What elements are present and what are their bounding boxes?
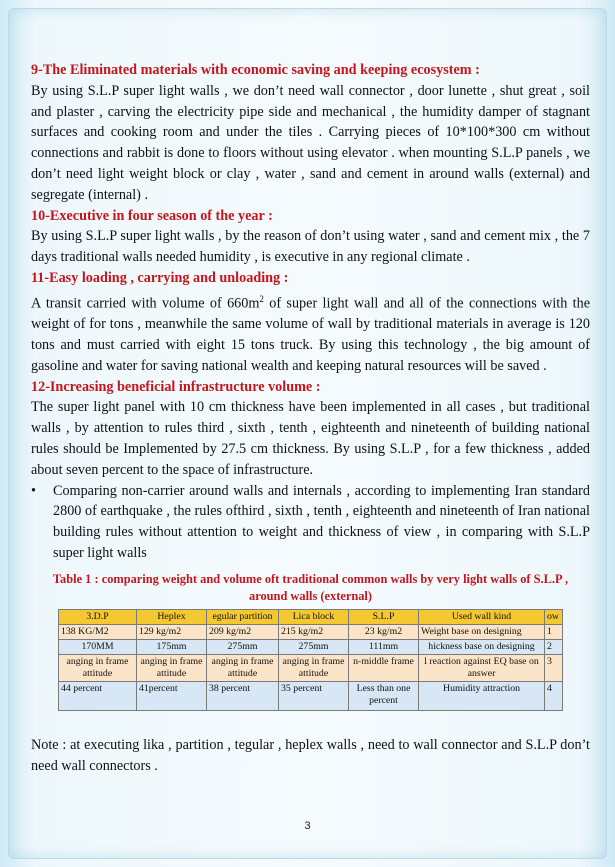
table-header-cell: ow — [545, 609, 563, 624]
table-cell: Humidity attraction — [419, 681, 545, 710]
table-cell: 129 kg/m2 — [137, 624, 207, 639]
table-row — [59, 681, 563, 710]
table-cell: n-middle frame — [349, 654, 419, 681]
superscript-2: 2 — [259, 293, 264, 304]
table-cell: Weight base on designing — [419, 624, 545, 639]
document-body — [31, 60, 590, 776]
section-9-heading: 9-The Eliminated materials with economic saving and keeping ecosystem : — [31, 62, 480, 78]
table-cell: 41percent — [137, 681, 207, 710]
section-11-body — [31, 289, 590, 377]
comparison-table — [58, 609, 563, 711]
note-text: Note : at executing lika , partition , tegular , heplex walls , need to wall connector and S.L.P don’t need wall connectors . — [31, 736, 590, 774]
table-header-cell: 3.D.P — [59, 609, 137, 624]
table-cell: anging in frame attitude — [59, 654, 137, 681]
table-cell: 175mm — [137, 639, 207, 654]
table-cell: 111mm — [349, 639, 419, 654]
table-cell: Less than one percent — [349, 681, 419, 710]
table-cell: 38 percent — [207, 681, 279, 710]
table-cell: 275mm — [279, 639, 349, 654]
table-header-cell: Lica block — [279, 609, 349, 624]
table-caption-line-2: around walls (external) — [249, 588, 372, 603]
bullet-text: Comparing non-carrier around walls and internals , according to implementing Iran standard 2800 of earthquake , the rules ofthird , sixth , tenth , eighteenth and nineteenth of Iran national building rules without attention to weight and thickness of view , in comparing with S.L.P super light walls — [53, 482, 590, 562]
section-12-body: The super light panel with 10 cm thickness have been implemented in all cases , but traditional walls , by attention to rules third , sixth , tenth , eighteenth and nineteenth of building national rules should be Implemented by 27.5 cm thickness. By using S.L.P , for a few thickness , added about seven percent to the space of infrastructure. — [31, 399, 590, 478]
table-cell: 275mm — [207, 639, 279, 654]
table-row — [59, 639, 563, 654]
table-cell: anging in frame attitude — [137, 654, 207, 681]
table-cell: 3 — [545, 654, 563, 681]
page-number: 3 — [304, 820, 311, 832]
section-10-body: By using S.L.P super light walls , by the reason of don’t using water , sand and cement mix , the 7 days traditional walls needed humidity , is executive in any regional climate . — [31, 228, 590, 266]
section-10-heading: 10-Executive in four season of the year : — [31, 207, 273, 224]
section-11-heading: 11-Easy loading , carrying and unloading : — [31, 269, 289, 286]
table-caption-line-1: Table 1 : comparing weight and volume oft traditional common walls by very light walls of S.L.P , — [52, 571, 569, 586]
table-cell: 170MM — [59, 639, 137, 654]
table-row — [59, 654, 563, 681]
table-cell: 2 — [545, 639, 563, 654]
table-header-cell: Heplex — [137, 609, 207, 624]
table-header-cell: S.L.P — [349, 609, 419, 624]
table-cell: 138 KG/M2 — [59, 624, 137, 639]
bullet-icon: • — [31, 482, 36, 499]
table-cell: 1 — [545, 624, 563, 639]
table-row — [59, 624, 563, 639]
table-cell: hickness base on designing — [419, 639, 545, 654]
table-caption — [31, 571, 590, 605]
section-11-body-start: A transit carried with volume of 660m — [31, 295, 260, 312]
table-header-cell: Used wall kind — [419, 609, 545, 624]
table-header-row — [59, 609, 563, 624]
table-cell: 215 kg/m2 — [279, 624, 349, 639]
table-cell: anging in frame attitude — [279, 654, 349, 681]
table-cell: 23 kg/m2 — [349, 624, 419, 639]
table-cell: anging in frame attitude — [207, 654, 279, 681]
section-11-body-end: of super light wall and all of the connections with the weight of for tons , meanwhile the same volume of wall by traditional materials in average is 120 tons and must carried with eight 15 tons truck. By using this technology , the big amount of gasoline and water for saving national wealth and keeping natural resources will be saved . — [31, 295, 590, 374]
table-header-cell: egular partition — [207, 609, 279, 624]
bullet-item — [31, 481, 590, 564]
section-12-heading: 12-Increasing beneficial infrastructure volume : — [31, 378, 321, 395]
table-cell: l reaction against EQ base on answer — [419, 654, 545, 681]
table-cell: 4 — [545, 681, 563, 710]
table-cell: 35 percent — [279, 681, 349, 710]
table-cell: 209 kg/m2 — [207, 624, 279, 639]
section-9-body: By using S.L.P super light walls , we don’t need wall connector , door lunette , shut great , soil and plaster , carving the electricity pipe side and mechanical , the humidity damper of stagnant surfaces and cooking room and under the tiles . Carrying pieces of 10*100*300 cm without connections and rabbit is done to floors without using elevator . when mounting S.L.P panels , we don’t need light weight block or clay , water , sand and cement in around walls (external) and segregate (internal) . — [31, 82, 590, 203]
table-cell: 44 percent — [59, 681, 137, 710]
